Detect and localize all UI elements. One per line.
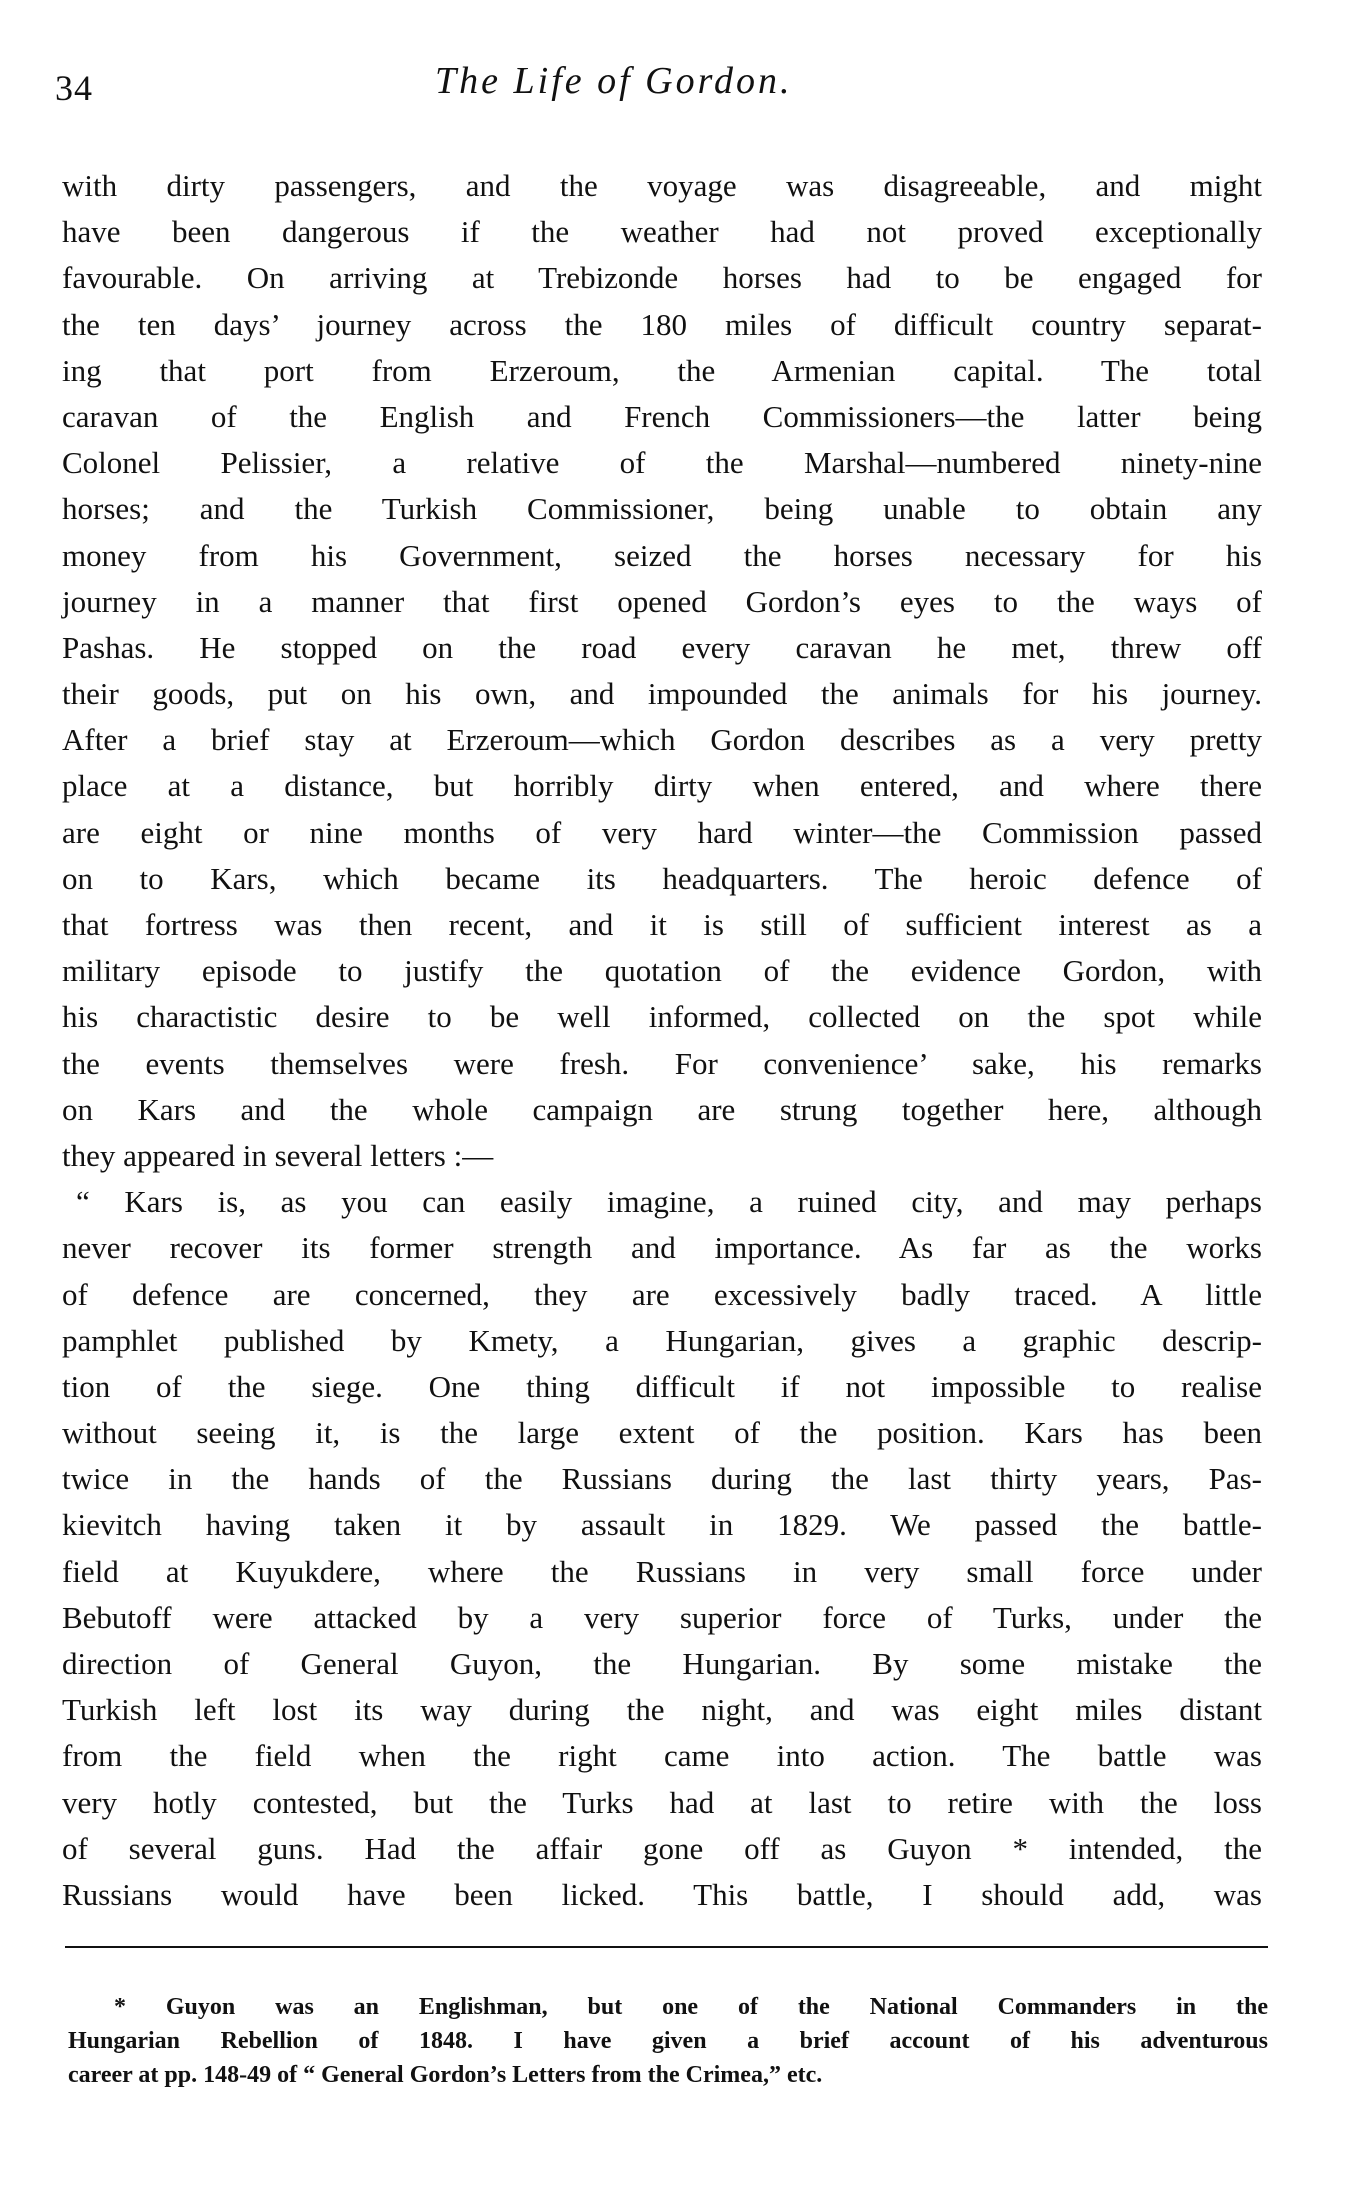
text-line: field at Kuyukdere, where the Russians in very small force under: [62, 1553, 1262, 1589]
text-line: are eight or nine months of very hard winter—the Commission passed: [62, 814, 1262, 850]
text-line: After a brief stay at Erzeroum—which Gordon describes as a very pretty: [62, 722, 1262, 758]
text-line: Colonel Pelissier, a relative of the Marshal—numbered ninety-nine: [62, 445, 1262, 481]
text-line: direction of General Guyon, the Hungarian. By some mistake the: [62, 1646, 1262, 1681]
text-line: ing that port from Erzeroum, the Armenian capital. The total: [62, 352, 1262, 388]
text-line: the events themselves were fresh. For convenience’ sake, his remarks: [62, 1045, 1262, 1081]
text-line: twice in the hands of the Russians during the last thirty years, Pas-: [62, 1461, 1262, 1497]
text-line: that fortress was then recent, and it is still of sufficient interest as a: [62, 907, 1262, 942]
text-line: from the field when the right came into action. The battle was: [62, 1738, 1262, 1774]
text-line: money from his Government, seized the horses necessary for his: [62, 537, 1262, 573]
running-title: The Life of Gordon.: [435, 60, 793, 102]
text-line: never recover its former strength and importance. As far as the works: [62, 1230, 1262, 1266]
text-line: horses; and the Turkish Commissioner, being unable to obtain any: [62, 491, 1262, 527]
text-line: Turkish left lost its way during the night, and was eight miles distant: [62, 1692, 1262, 1728]
text-line: with dirty passengers, and the voyage was disagreeable, and might: [62, 168, 1262, 203]
text-line: of defence are concerned, they are excessively badly traced. A little: [62, 1276, 1262, 1312]
paragraph-end-line: they appeared in several letters :—: [62, 1137, 494, 1173]
text-line: of several guns. Had the affair gone off as Guyon * intended, the: [62, 1830, 1262, 1866]
text-line: tion of the siege. One thing difficult if not impossible to realise: [62, 1368, 1262, 1404]
text-line: Russians would have been licked. This battle, I should add, was: [62, 1876, 1262, 1912]
text-line: very hotly contested, but the Turks had at last to retire with the loss: [62, 1784, 1262, 1820]
footnote-line: career at pp. 148-49 of “ General Gordon’s Letters from the Crimea,” etc.: [68, 2062, 823, 2088]
text-line: their goods, put on his own, and impounded the animals for his journey.: [62, 676, 1262, 712]
footnote: [68, 1990, 1268, 2092]
text-line: kievitch having taken it by assault in 1829. We passed the battle-: [62, 1507, 1262, 1543]
text-line: his charactistic desire to be well informed, collected on the spot while: [62, 999, 1262, 1035]
text-line: military episode to justify the quotation of the evidence Gordon, with: [62, 953, 1262, 989]
text-line: Bebutoff were attacked by a very superior force of Turks, under the: [62, 1599, 1262, 1635]
text-line: on to Kars, which became its headquarters. The heroic defence of: [62, 860, 1262, 896]
text-line: caravan of the English and French Commissioners—the latter being: [62, 398, 1262, 434]
footnote-line: * Guyon was an Englishman, but one of the National Commanders in the: [114, 1994, 1268, 2020]
running-head: [0, 0, 1352, 120]
text-line: pamphlet published by Kmety, a Hungarian, gives a graphic descrip-: [62, 1322, 1262, 1358]
footnote-line: Hungarian Rebellion of 1848. I have given a brief account of his adventurous: [68, 2028, 1268, 2054]
text-line: without seeing it, is the large extent of the position. Kars has been: [62, 1415, 1262, 1451]
body-text: [62, 163, 1262, 1918]
footnote-rule: [65, 1946, 1268, 1948]
text-line: have been dangerous if the weather had not proved exceptionally: [62, 214, 1262, 250]
quote-paragraph-start: “ Kars is, as you can easily imagine, a ruined city, and may perhaps: [76, 1184, 1262, 1220]
text-line: the ten days’ journey across the 180 miles of difficult country separat-: [62, 306, 1262, 342]
text-line: place at a distance, but horribly dirty when entered, and where there: [62, 768, 1262, 804]
text-line: favourable. On arriving at Trebizonde horses had to be engaged for: [62, 260, 1262, 296]
text-line: Pashas. He stopped on the road every caravan he met, threw off: [62, 629, 1262, 665]
page-number: 34: [55, 68, 93, 108]
text-line: journey in a manner that first opened Gordon’s eyes to the ways of: [62, 583, 1262, 619]
text-line: on Kars and the whole campaign are strung together here, although: [62, 1091, 1262, 1127]
